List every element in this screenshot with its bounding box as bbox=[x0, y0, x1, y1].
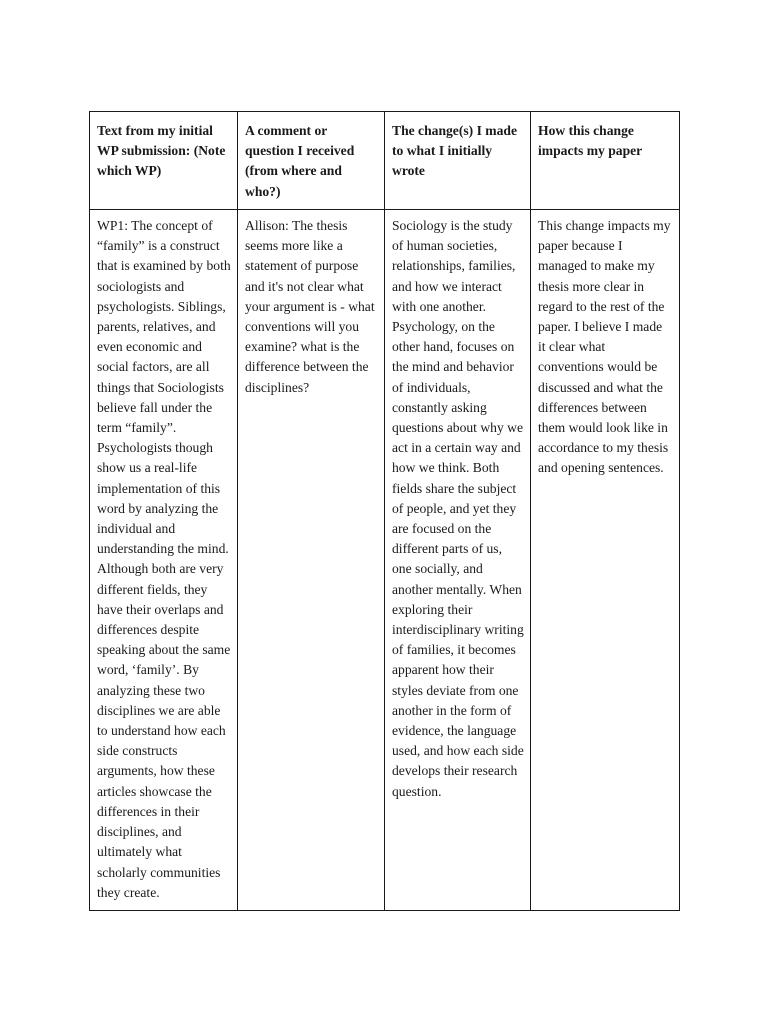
cell-changes-made: Sociology is the study of human societies, relationships, families, and how we interact with one another. Psychology, on the other hand, focuses on the mind and behavior of individuals, constantly asking questions about why we act in a certain way and how we think. Both fields share the subject of people, and yet they are focused on the different parts of us, one socially, and another mentally. When exploring their interdisciplinary writing of families, it becomes apparent how their styles deviate from one another in the form of evidence, the language used, and how each side develops their research question. bbox=[385, 210, 531, 911]
cell-initial-text: WP1: The concept of “family” is a construct that is examined by both sociologists and psychologists. Siblings, parents, relatives, and even economic and social factors, are all things that Sociologists believe fall under the term “family”. Psychologists though show us a real-life implementation of this word by analyzing the individual and understanding the mind. Although both are very different fields, they have their overlaps and differences despite speaking about the same word, ‘family’. By analyzing these two disciplines we are able to understand how each side constructs arguments, how these articles showcase the differences in their disciplines, and ultimately what scholarly communities they create. bbox=[90, 210, 238, 911]
cell-change-impact: This change impacts my paper because I managed to make my thesis more clear in regard to the rest of the paper. I believe I made it clear what conventions would be discussed and what the differences between them would look like in accordance to my thesis and opening sentences. bbox=[531, 210, 680, 911]
table-row bbox=[90, 210, 680, 911]
table-header-row bbox=[90, 112, 680, 210]
revision-table bbox=[89, 111, 680, 911]
header-initial-text: Text from my initial WP submission: (Note which WP) bbox=[90, 112, 238, 210]
header-comment-received: A comment or question I received (from where and who?) bbox=[238, 112, 385, 210]
header-change-impact: How this change impacts my paper bbox=[531, 112, 680, 210]
header-changes-made: The change(s) I made to what I initially wrote bbox=[385, 112, 531, 210]
cell-comment-received: Allison: The thesis seems more like a statement of purpose and it's not clear what your argument is - what conventions will you examine? what is the difference between the disciplines? bbox=[238, 210, 385, 911]
